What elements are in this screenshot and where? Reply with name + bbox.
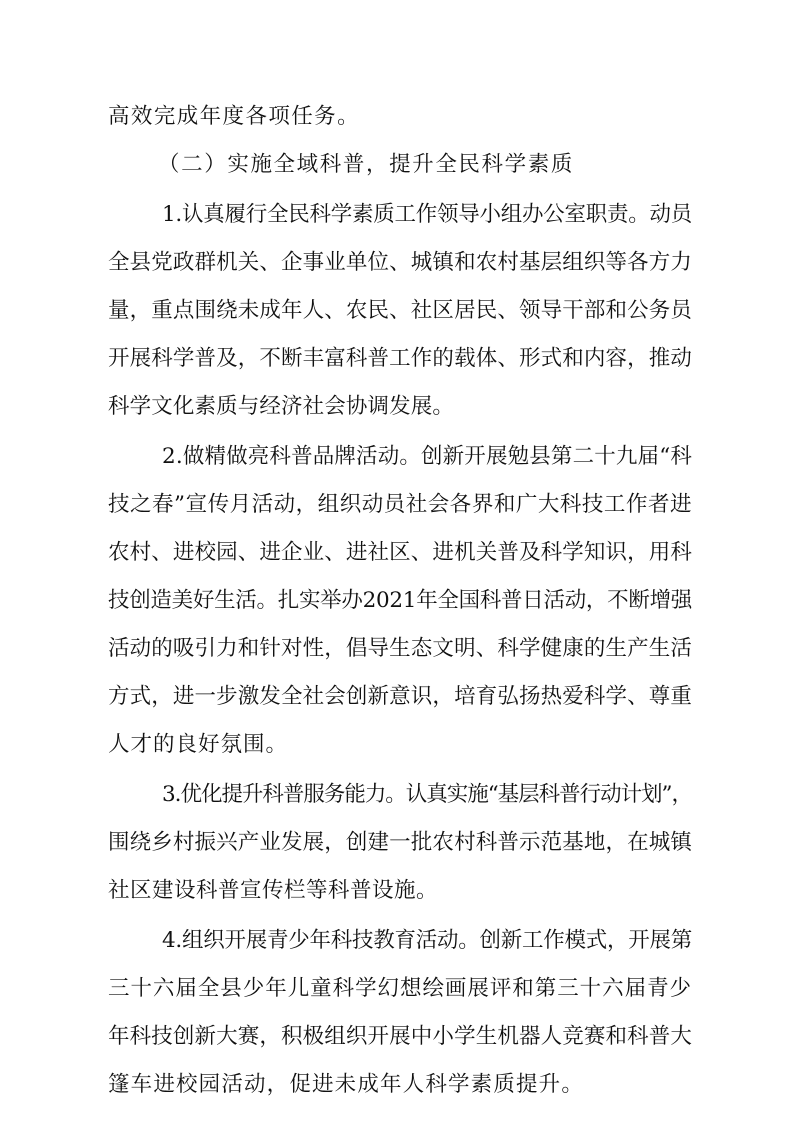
text-line — [0, 770, 793, 820]
line-text: 人才的良好氛围。 — [108, 732, 288, 757]
text-line — [0, 334, 793, 384]
text-line — [0, 818, 793, 868]
line-text: 3.优化提升科普服务能力。认真实施“基层科普行动计划”， — [162, 782, 692, 807]
text-line — [0, 576, 793, 626]
line-text: 社区建设科普宣传栏等科普设施。 — [108, 878, 438, 903]
text-line — [0, 480, 793, 530]
line-text: 科学文化素质与经济社会协调发展。 — [108, 394, 454, 419]
text-line — [0, 432, 793, 482]
line-text: 年科技创新大赛，积极组织开展中小学生机器人竞赛和科普大 — [108, 1024, 692, 1049]
text-line — [0, 190, 793, 240]
line-text: 开展科学普及，不断丰富科普工作的载体、形式和内容，推动 — [108, 346, 692, 371]
text-line — [0, 672, 793, 722]
line-text: 4.组织开展青少年科技教育活动。创新工作模式，开展第 — [162, 928, 692, 953]
text-line — [0, 92, 793, 142]
text-line — [0, 916, 793, 966]
line-text: 活动的吸引力和针对性，倡导生态文明、科学健康的生产生活 — [108, 636, 692, 661]
line-text: 技之春”宣传月活动，组织动员社会各界和广大科技工作者进 — [108, 492, 693, 517]
text-line — [0, 1060, 793, 1110]
text-line — [0, 238, 793, 288]
line-text: 全县党政群机关、企事业单位、城镇和农村基层组织等各方力 — [108, 250, 692, 275]
line-text: 围绕乡村振兴产业发展，创建一批农村科普示范基地，在城镇 — [108, 830, 692, 855]
text-line — [0, 528, 793, 578]
text-line — [0, 720, 793, 770]
line-text: 农村、进校园、进企业、进社区、进机关普及科学知识，用科 — [108, 540, 692, 565]
line-text: 方式，进一步激发全社会创新意识，培育弘扬热爱科学、尊重 — [108, 684, 692, 709]
line-text: 篷车进校园活动，促进未成年人科学素质提升。 — [108, 1072, 584, 1097]
line-text: 1.认真履行全民科学素质工作领导小组办公室职责。动员 — [162, 202, 692, 227]
section-heading-text: （二）实施全域科普，提升全民科学素质 — [158, 152, 574, 177]
line-text: 高效完成年度各项任务。 — [108, 104, 360, 129]
line-text: 三十六届全县少年儿童科学幻想绘画展评和第三十六届青少 — [108, 976, 692, 1001]
text-line — [0, 382, 793, 432]
text-line — [0, 624, 793, 674]
line-text: 量，重点围绕未成年人、农民、社区居民、领导干部和公务员 — [108, 298, 692, 323]
line-text: 技创造美好生活。扎实举办2021年全国科普日活动，不断增强 — [108, 588, 693, 613]
text-line — [0, 286, 793, 336]
line-text: 2.做精做亮科普品牌活动。创新开展勉县第二十九届“科 — [162, 444, 692, 469]
text-line — [0, 1012, 793, 1062]
text-line — [0, 866, 793, 916]
text-line — [0, 964, 793, 1014]
section-heading — [0, 140, 793, 190]
